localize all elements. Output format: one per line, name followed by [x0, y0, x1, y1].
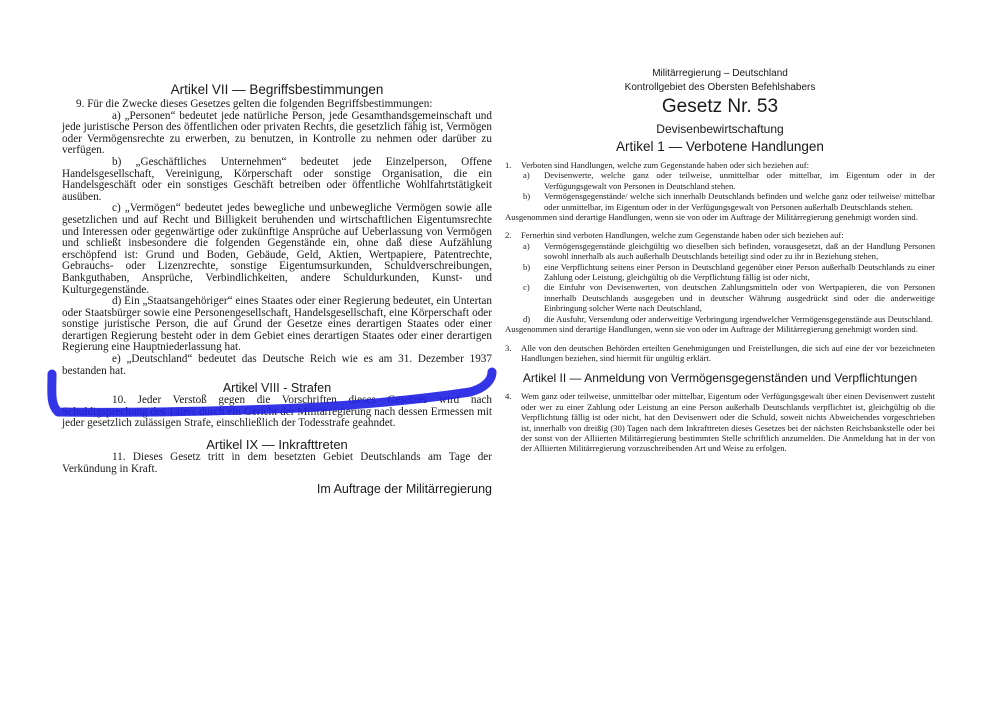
paragraph-1-text: Verboten sind Handlungen, welche zum Gegenstande haben oder sich beziehen auf: — [521, 160, 810, 170]
item-2d — [505, 314, 935, 324]
paragraph-3-number: 3. — [505, 342, 512, 353]
heading-artikel-ii: Artikel II — Anmeldung von Vermögensgegenständen und Verpflichtungen — [522, 371, 918, 386]
paragraph-2-exception: Ausgenommen sind derartige Handlungen, wenn sie von oder im Auftrage der Militärregierung genehmigt worden sind. — [505, 324, 918, 335]
paragraph-1-exception: Ausgenommen sind derartige Handlungen, wenn sie von oder im Auftrage der Militärregierung genehmigt worden sind. — [505, 212, 918, 223]
signature-line: Im Auftrage der Militärregierung — [316, 482, 492, 497]
paragraph-9: 9. Für die Zwecke dieses Gesetzes gelten die folgenden Begriffsbestimmungen: — [76, 98, 433, 110]
header-control-area: Kontrollgebiet des Obersten Befehlshabers — [624, 82, 816, 93]
definition-c: c) „Vermögen“ bedeutet jedes bewegliche und unbewegliche Vermögen sowie alle gesetzlichen und auf Recht und Billigkeit beruhenden und wirtschaftlichen Eigentumsrechte und Interessen oder gegenwärtige oder zukünftige Ansprüche auf Ueberlassung von Vermögen und schließt insbesondere die folgenden Gegenstände ein, ohne daß diese Aufzählung erschöpfend ist: Grund und Boden, Gebäude, Geld, Aktien, Wertpapiere, Patentrechte, Gebrauchs- oder Lizenzrechte, sonstige Eigentumsurkunden, Schuldverschreibungen, Bankguthaben, Ansprüche, Verbindlichkeiten, andere Schuldurkunden, Kunst- und Kulturgegenstände. — [62, 202, 492, 296]
item-2a-text: Vermögensgegenstände gleichgültig wo dieselben sich befinden, vorausgesetzt, daß an der Handlung Personen sowohl innerhalb als auch außerhalb Deutschlands beteiligt sind oder zu ihr in Beziehung stehen, — [544, 240, 935, 262]
definition-d: d) Ein „Staatsangehöriger“ eines Staates oder einer Regierung bedeutet, ein Untertan oder Staatsbürger sowie eine Personengesellschaft, Handelsgesellschaft, eine Körperschaft oder sonstige juristische Person, die auf Grund der Gesetze eines derartigen Staates oder einer derartigen Regierung besteht oder in dem Gebiet eines derartigen Staates oder einer derartigen Regierung eine Hauptniederlassung hat. — [62, 295, 492, 354]
item-2b-text: eine Verpflichtung seitens einer Person in Deutschland gegenüber einer Person außerhalb Deutschlands zu einer Zahlung oder Leistung, gleichgültig ob die Verpflichtung fällig ist oder nicht, — [544, 261, 935, 283]
paragraph-2-number: 2. — [505, 230, 512, 241]
item-1a-text: Devisenwerte, welche ganz oder teilweise, unmittelbar oder mittelbar, im Eigentum oder in der Verfügungsgewalt von Personen in Deutschland stehen. — [544, 170, 935, 191]
paragraph-2-text: Fernerhin sind verboten Handlungen, welche zum Gegenstande haben oder sich beziehen auf: — [521, 230, 844, 241]
paragraph-10: 10. Jeder Verstoß gegen die Vorschriften dieses Gesetzes wird nach Schuldigsprechung des Täters durch ein Gericht der Militärregierung nach dessen Ermessen mit jeder gesetzlich zulässigen Strafe, einschließlich der Todesstrafe geahndet. — [62, 394, 492, 430]
paragraph-1-number: 1. — [505, 160, 512, 170]
item-2a — [505, 241, 935, 262]
paragraph-2 — [505, 230, 935, 240]
item-1a-marker: a) — [523, 170, 530, 181]
item-2c-marker: c) — [523, 282, 530, 293]
item-2b — [505, 262, 935, 283]
item-2c-text: die Einfuhr von Devisenwerten, von deutschen Zahlungsmitteln oder von Wertpapieren, die von Personen innerhalb Deutschlands ausgegeben und in deutscher Währung ausgedrückt sind oder die anderweitige Einbringung solcher Werte nach Deutschland, — [544, 282, 935, 314]
item-2c — [505, 282, 935, 313]
definition-e: e) „Deutschland“ bedeutet das Deutsche Reich wie es am 31. Dezember 1937 bestanden hat. — [62, 353, 492, 377]
item-2d-marker: d) — [523, 313, 531, 324]
item-2b-marker: b) — [523, 261, 531, 272]
paragraph-3-text: Alle von den deutschen Behörden erteilten Genehmigungen und Freistellungen, die sich auf eine der vor bezeichneten Handlungen beziehen, sind hiermit für ungültig erklärt. — [521, 342, 935, 363]
heading-artikel-ix: Artikel IX — Inkrafttreten — [206, 437, 348, 453]
paragraph-4-number: 4. — [505, 391, 512, 402]
definition-a: a) „Personen“ bedeutet jede natürliche Person, jede Gesamthandsgemeinschaft und jede juristische Person des öffentlichen oder privaten Rechts, die gesetzlich fähig ist, Vermögen oder Vermögensrechte zu erwerben, zu benutzen, in Kontrolle zu nehmen oder darüber zu verfügen. — [62, 109, 492, 157]
item-2d-text: die Ausfuhr, Versendung oder anderweitige Verbringung irgendwelcher Vermögensgegenstände aus Deutschland. — [544, 313, 933, 324]
law-title: Gesetz Nr. 53 — [661, 96, 779, 117]
paragraph-4 — [505, 391, 935, 453]
item-2a-marker: a) — [523, 240, 530, 251]
item-1b — [505, 191, 935, 212]
item-1b-text: Vermögensgegenstände/ welche sich innerhalb Deutschlands befinden und welche ganz oder teilweise/ mittelbar oder unmittelbar, im Eigentum oder in der Verfügungsgewalt von Personen außerhalb Deutschlands stehen. — [544, 191, 935, 212]
definition-b: b) „Geschäftliches Unternehmen“ bedeutet jede Einzelperson, Offene Handelsgesellschaft, Vereinigung, Körperschaft oder sonstige Organisation, die ein Handelsgeschäft oder ein sonstiges Geschäft betreiben oder öffentliche Wohlfahrtstätigkeit ausüben. — [62, 155, 492, 203]
paragraph-3 — [505, 343, 935, 364]
heading-artikel-viii: Artikel VIII - Strafen — [222, 381, 332, 396]
header-military-government: Militärregierung – Deutschland — [652, 68, 788, 79]
right-column — [505, 0, 935, 454]
paragraph-1 — [505, 160, 935, 170]
heading-artikel-vii: Artikel VII — Begriffsbestimmungen — [170, 82, 384, 97]
left-column — [62, 0, 492, 496]
paragraph-4-text: Wem ganz oder teilweise, unmittelbar oder mittelbar, Eigentum oder Verfügungsgewalt über einen Devisenwert zusteht oder wer zu einer Zahlung oder Leistung an eine Person außerhalb Deutschlands verpflichtet ist, gleichgültig ob die Verpflichtung fällig ist oder nicht, hat den Devisenwert oder die Schuld, soweit nichts Abweichendes vorgeschrieben ist, innerhalb von dreißig (30) Tagen nach dem Inkrafttreten dieses Gesetzes bei der nächsten Reichsbankstelle oder bei der sonst von der Alliierten Militärregierung bestimmten Stelle schriftlich anzumelden. Die Anmeldung hat in der von der Alliierten Militärregierung vorzuschreibenden Art und Weise zu erfolgen. — [521, 391, 935, 454]
heading-artikel-1: Artikel 1 — Verbotene Handlungen — [616, 139, 824, 154]
law-subtitle: Devisenbewirtschaftung — [656, 122, 784, 136]
item-1a — [505, 170, 935, 191]
item-1b-marker: b) — [523, 191, 531, 202]
paragraph-11: 11. Dieses Gesetz tritt in dem besetzten Gebiet Deutschlands am Tage der Verkündung in Kraft. — [62, 451, 492, 475]
